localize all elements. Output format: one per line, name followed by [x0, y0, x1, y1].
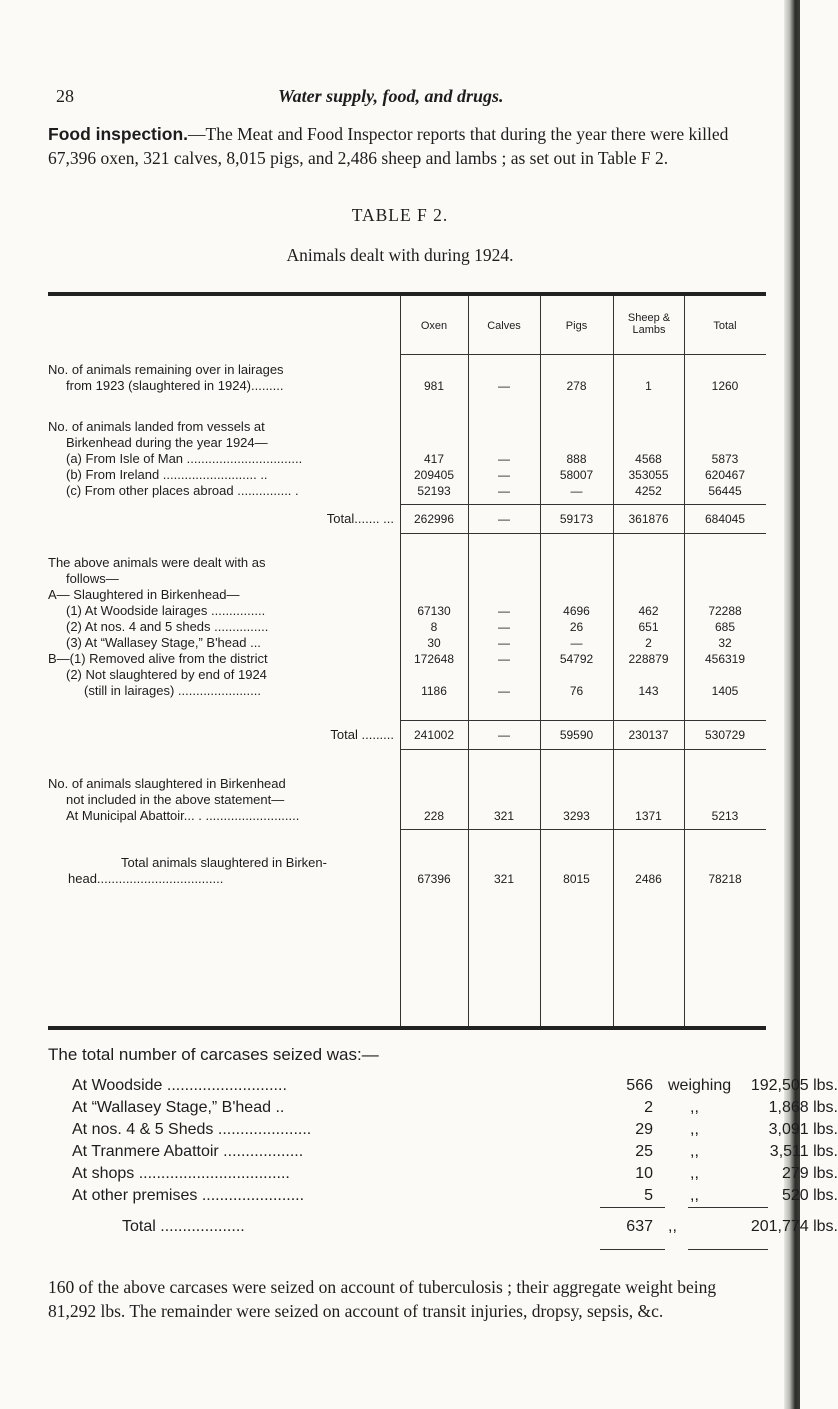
table-cell: 530729 [704, 728, 746, 742]
table-cell: 241002 [413, 728, 455, 742]
table-cell: 228879 [628, 652, 669, 666]
table-cell: 56445 [708, 484, 742, 498]
table-cell: 67396 [417, 872, 451, 886]
table-cell: 67130 [417, 604, 451, 618]
row-label-isle-of-man: (a) From Isle of Man ................................ [66, 451, 303, 466]
carcase-row [48, 1121, 838, 1143]
table-cell: 3293 [563, 809, 590, 823]
carcase-row [48, 1165, 838, 1187]
row-label-total-slaughtered: Total animals slaughtered in Birken- head................................... [68, 855, 327, 886]
row-label-total-dealt: Total ......... [330, 727, 394, 742]
weight-bottom-rule [688, 1249, 768, 1250]
column-header-oxen: Oxen [420, 320, 448, 332]
table-cell: — [498, 484, 510, 498]
table-cell: 230137 [628, 728, 669, 742]
column-header-pigs: Pigs [565, 320, 588, 332]
carcase-count: 2 [644, 1099, 653, 1116]
table-cell: 143 [638, 684, 659, 698]
carcases-total-weight: 201,774 lbs. [750, 1218, 838, 1235]
table-cell: 52193 [417, 484, 451, 498]
column-header-sheep-lambs: Sheep & Lambs [627, 312, 671, 336]
table-cell: 456319 [704, 652, 746, 666]
carcase-weight: 279 lbs. [781, 1165, 838, 1182]
table-cell: 76 [569, 684, 584, 698]
table-caption: Animals dealt with during 1924. [286, 245, 514, 265]
table-cell: 888 [566, 452, 587, 466]
table-cell: 685 [714, 620, 736, 634]
row-label-removed-alive: B—(1) Removed alive from the district [48, 651, 268, 666]
table-cell: — [498, 652, 510, 666]
table-cell: 59173 [559, 512, 594, 526]
table-cell: 417 [423, 452, 445, 466]
carcase-count: 10 [635, 1165, 653, 1182]
carcase-place: At nos. 4 & 5 Sheds ..................... [72, 1121, 312, 1138]
table-cell: — [498, 452, 510, 466]
row-label-other-abroad: (c) From other places abroad ............... . [66, 483, 299, 498]
table-cell: 54792 [559, 652, 594, 666]
row-rule [400, 829, 766, 830]
subtotal-rule [400, 533, 766, 534]
table-cell: 262996 [413, 512, 455, 526]
carcase-sep: ,, [690, 1121, 699, 1138]
carcase-weight: 3,091 lbs. [768, 1121, 838, 1138]
table-cell: 172648 [413, 652, 455, 666]
column-header-total: Total [713, 320, 737, 332]
page-number: 28 [56, 86, 74, 106]
table-cell: 5213 [711, 809, 739, 823]
table-cell: 58007 [559, 468, 594, 482]
carcase-place: At shops .................................. [72, 1165, 290, 1182]
table-cell: 32 [718, 636, 732, 650]
row-label-sheds: (2) At nos. 4 and 5 sheds ............... [66, 619, 269, 634]
table-cell: 620467 [704, 468, 746, 482]
intro-paragraph [48, 122, 754, 170]
row-label-ireland: (b) From Ireland .......................... .. [66, 467, 268, 482]
carcase-weight: 192,505 lbs. [750, 1077, 838, 1094]
table-cell: 684045 [704, 512, 746, 526]
carcase-weight: 3,511 lbs. [769, 1143, 838, 1160]
running-title: Water supply, food, and drugs. [278, 86, 504, 106]
table-cell: 353055 [628, 468, 669, 482]
table-cell: 1186 [421, 684, 447, 698]
subtotal-rule [400, 720, 766, 721]
carcase-place: At Woodside ........................... [72, 1077, 287, 1094]
intro-text: —The Meat and Food Inspector reports that during the year there were killed 67,396 oxen, 321 calves, 8,015 pigs, and 2,486 sheep and lambs ; as set out in Table F 2. [48, 124, 729, 168]
carcases-heading: The total number of carcases seized was:— [48, 1045, 379, 1064]
table-cell: 1405 [711, 684, 739, 698]
table-cell: — [498, 379, 510, 393]
carcase-count: 5 [644, 1187, 653, 1204]
carcase-place: At other premises ....................... [72, 1187, 305, 1204]
carcases-total-sep: ,, [668, 1218, 677, 1235]
row-label-wallasey: (3) At “Wallasey Stage,” B'head ... [66, 635, 261, 650]
table-cell: 2 [645, 636, 652, 650]
subtotal-rule [400, 749, 766, 750]
table-cell: 1260 [711, 379, 739, 393]
table-cell: — [498, 684, 510, 698]
table-cell: 321 [493, 872, 515, 886]
table-cell: 8015 [563, 872, 590, 886]
table-cell: 651 [638, 620, 659, 634]
subtotal-rule [400, 504, 766, 505]
table-top-rule [48, 292, 766, 296]
table-cell: 4568 [635, 452, 662, 466]
table-cell: 4696 [563, 604, 590, 618]
table-cell: 26 [569, 620, 584, 634]
table-cell: — [498, 636, 510, 650]
carcase-count: 29 [635, 1121, 653, 1138]
table-cell: 209405 [413, 468, 455, 482]
table-cell: 361876 [628, 512, 669, 526]
row-label-woodside: (1) At Woodside lairages ............... [66, 603, 266, 618]
table-cell: 228 [423, 809, 445, 823]
carcase-weight: 520 lbs. [781, 1187, 838, 1204]
table-cell: 4252 [635, 484, 662, 498]
carcase-sep: ,, [690, 1187, 699, 1204]
closing-paragraph: 160 of the above carcases were seized on account of tuberculosis ; their aggregate weight being 81,292 lbs. The remainder were seized on account of transit injuries, dropsy, sepsis, &c. [48, 1277, 717, 1321]
table-cell: — [498, 512, 510, 526]
carcase-sep: weighing [668, 1077, 732, 1094]
table-cell: — [498, 468, 510, 482]
table-cell: 72288 [708, 604, 742, 618]
table-label: TABLE F 2. [351, 205, 449, 225]
row-label-landed-heading: No. of animals landed from vessels at Birkenhead during the year 1924— [48, 419, 268, 450]
carcase-place: At Tranmere Abattoir .................. [72, 1143, 304, 1160]
table-cell: 59590 [559, 728, 594, 742]
table-cell: 5873 [711, 452, 739, 466]
carcase-place: At “Wallasey Stage,” B'head .. [72, 1099, 285, 1116]
row-label-total-landed: Total....... ... [326, 511, 394, 526]
table-cell: 30 [427, 636, 441, 650]
table-cell: 321 [493, 809, 515, 823]
header-underline [400, 354, 766, 355]
count-bottom-rule [600, 1249, 665, 1250]
count-total-rule [600, 1207, 665, 1208]
table-cell: 462 [638, 604, 659, 618]
column-header-calves: Calves [487, 320, 521, 332]
carcase-sep: ,, [690, 1099, 699, 1116]
carcase-row [48, 1143, 838, 1165]
table-cell: 981 [423, 379, 445, 393]
table-cell: 1371 [635, 809, 662, 823]
table-bottom-rule [48, 1026, 766, 1030]
weight-total-rule [688, 1207, 768, 1208]
carcase-row [48, 1077, 838, 1099]
table-cell: — [498, 620, 510, 634]
carcases-total-count: 637 [626, 1218, 653, 1235]
carcase-row [48, 1187, 838, 1209]
table-cell: 78218 [708, 872, 742, 886]
intro-lead: Food inspection. [48, 124, 188, 144]
table-cell: 2486 [635, 872, 662, 886]
row-label-not-slaughtered: (2) Not slaughtered by end of 1924 (still in lairages) ....................... [66, 667, 267, 698]
carcase-count: 25 [635, 1143, 653, 1160]
table-cell: 8 [430, 620, 438, 634]
carcase-weight: 1,868 lbs. [768, 1099, 838, 1116]
table-cell: — [498, 604, 510, 618]
carcases-total-label: Total ................... [122, 1218, 245, 1235]
carcase-sep: ,, [690, 1143, 699, 1160]
table-cell: 278 [566, 379, 587, 393]
table-cell: 1 [645, 379, 652, 393]
carcase-count: 566 [626, 1077, 653, 1094]
table-cell: — [570, 484, 583, 498]
carcase-row [48, 1099, 838, 1121]
row-label-lairages-1923: No. of animals remaining over in lairages from 1923 (slaughtered in 1924)......... [48, 362, 284, 393]
row-label-municipal-abattoir: No. of animals slaughtered in Birkenhead not included in the above statement— At Municipal Abattoir... . .......................... [48, 776, 300, 823]
table-cell: — [498, 728, 510, 742]
carcase-sep: ,, [690, 1165, 699, 1182]
table-cell: — [570, 636, 583, 650]
row-label-dealt-heading: The above animals were dealt with as follows— A— Slaughtered in Birkenhead— [48, 555, 266, 602]
